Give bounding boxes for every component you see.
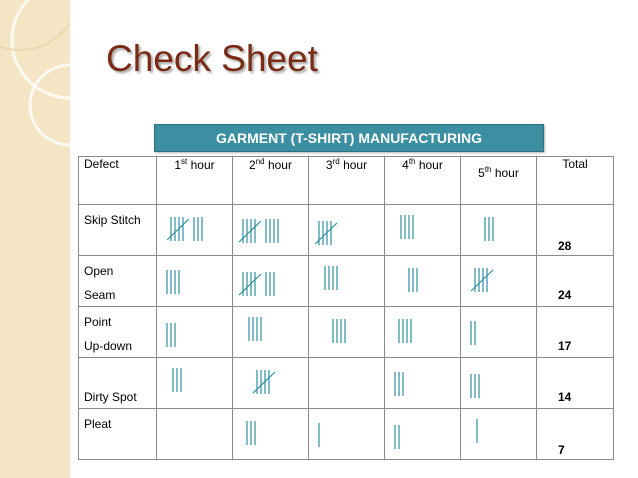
header-defect: Defect	[79, 157, 157, 205]
header-total: Total	[537, 157, 614, 205]
tally-cell	[461, 205, 537, 256]
tally-slash	[253, 372, 275, 393]
tally-marks	[385, 256, 461, 306]
tally-marks	[309, 409, 385, 459]
row-total: 24	[558, 288, 572, 302]
tally-cell	[157, 409, 233, 460]
tally-cell	[385, 256, 461, 307]
tally-marks	[233, 307, 309, 357]
tally-marks	[385, 205, 461, 255]
tally-cell	[309, 256, 385, 307]
tally-cell	[309, 307, 385, 358]
row-total: 17	[558, 339, 572, 353]
row-total: 7	[558, 443, 565, 457]
row-total: 28	[558, 239, 572, 253]
tally-marks	[385, 307, 461, 357]
decorative-circles	[0, 0, 70, 478]
table-row	[79, 409, 614, 460]
tally-marks	[309, 307, 385, 357]
total-cell	[537, 205, 614, 256]
tally-cell	[461, 307, 537, 358]
tally-slash	[315, 223, 337, 244]
total-cell	[537, 307, 614, 358]
total-cell	[537, 358, 614, 409]
tally-marks	[385, 409, 461, 459]
tally-slash	[167, 219, 189, 240]
tally-cell	[233, 256, 309, 307]
tally-slash	[239, 274, 261, 295]
tally-cell	[461, 358, 537, 409]
tally-cell	[157, 256, 233, 307]
tally-cell	[233, 358, 309, 409]
tally-cell	[233, 307, 309, 358]
tally-cell	[309, 358, 385, 409]
check-sheet-table	[78, 156, 614, 460]
tally-marks	[461, 358, 537, 408]
tally-cell	[309, 205, 385, 256]
defect-label-line1: Point	[84, 315, 112, 329]
tally-marks	[157, 205, 233, 255]
tally-marks	[385, 358, 461, 408]
tally-cell	[461, 409, 537, 460]
defect-label-cell	[79, 205, 157, 256]
tally-marks	[157, 307, 233, 357]
tally-cell	[385, 358, 461, 409]
tally-marks	[233, 358, 309, 408]
tally-marks	[233, 409, 309, 459]
header-hour-3: 3rd hour	[309, 157, 385, 205]
defect-label-line2: Seam	[84, 288, 116, 302]
tally-cell	[157, 307, 233, 358]
header-hour-4: 4th hour	[385, 157, 461, 205]
tally-marks	[461, 205, 537, 255]
tally-cell	[233, 409, 309, 460]
total-cell	[537, 256, 614, 307]
tally-marks	[461, 409, 537, 459]
defect-label-cell	[79, 307, 157, 358]
total-cell	[537, 409, 614, 460]
header-hour-5: 5th hour	[461, 157, 537, 205]
tally-marks	[233, 205, 309, 255]
header-row	[79, 157, 614, 205]
table-row	[79, 307, 614, 358]
tally-slash	[239, 221, 261, 242]
tally-marks	[233, 256, 309, 306]
tally-cell	[385, 205, 461, 256]
tally-cell	[461, 256, 537, 307]
tally-marks	[157, 256, 233, 306]
header-hour-1: 1st hour	[157, 157, 233, 205]
tally-marks	[461, 256, 537, 306]
tally-cell	[309, 409, 385, 460]
decorative-side-panel	[0, 0, 70, 478]
defect-label-line2: Up-down	[84, 339, 133, 353]
defect-label-line1: Pleat	[84, 417, 112, 431]
defect-label-line2: Dirty Spot	[84, 390, 137, 404]
tally-marks	[461, 307, 537, 357]
section-banner: GARMENT (T-SHIRT) MANUFACTURING	[154, 124, 544, 152]
row-total: 14	[558, 390, 572, 404]
tally-cell	[157, 358, 233, 409]
table-row	[79, 358, 614, 409]
tally-cell	[157, 205, 233, 256]
defect-label-cell	[79, 358, 157, 409]
tally-cell	[385, 307, 461, 358]
tally-marks	[309, 205, 385, 255]
table-row	[79, 256, 614, 307]
page-title: Check Sheet	[106, 38, 318, 79]
table-row	[79, 205, 614, 256]
defect-label-line1: Skip Stitch	[84, 213, 141, 227]
tally-marks	[157, 358, 233, 408]
header-hour-2: 2nd hour	[233, 157, 309, 205]
defect-label-cell	[79, 409, 157, 460]
defect-label-line1: Open	[84, 264, 114, 278]
tally-slash	[471, 270, 493, 291]
tally-cell	[233, 205, 309, 256]
tally-marks	[309, 256, 385, 306]
defect-label-cell	[79, 256, 157, 307]
tally-cell	[385, 409, 461, 460]
